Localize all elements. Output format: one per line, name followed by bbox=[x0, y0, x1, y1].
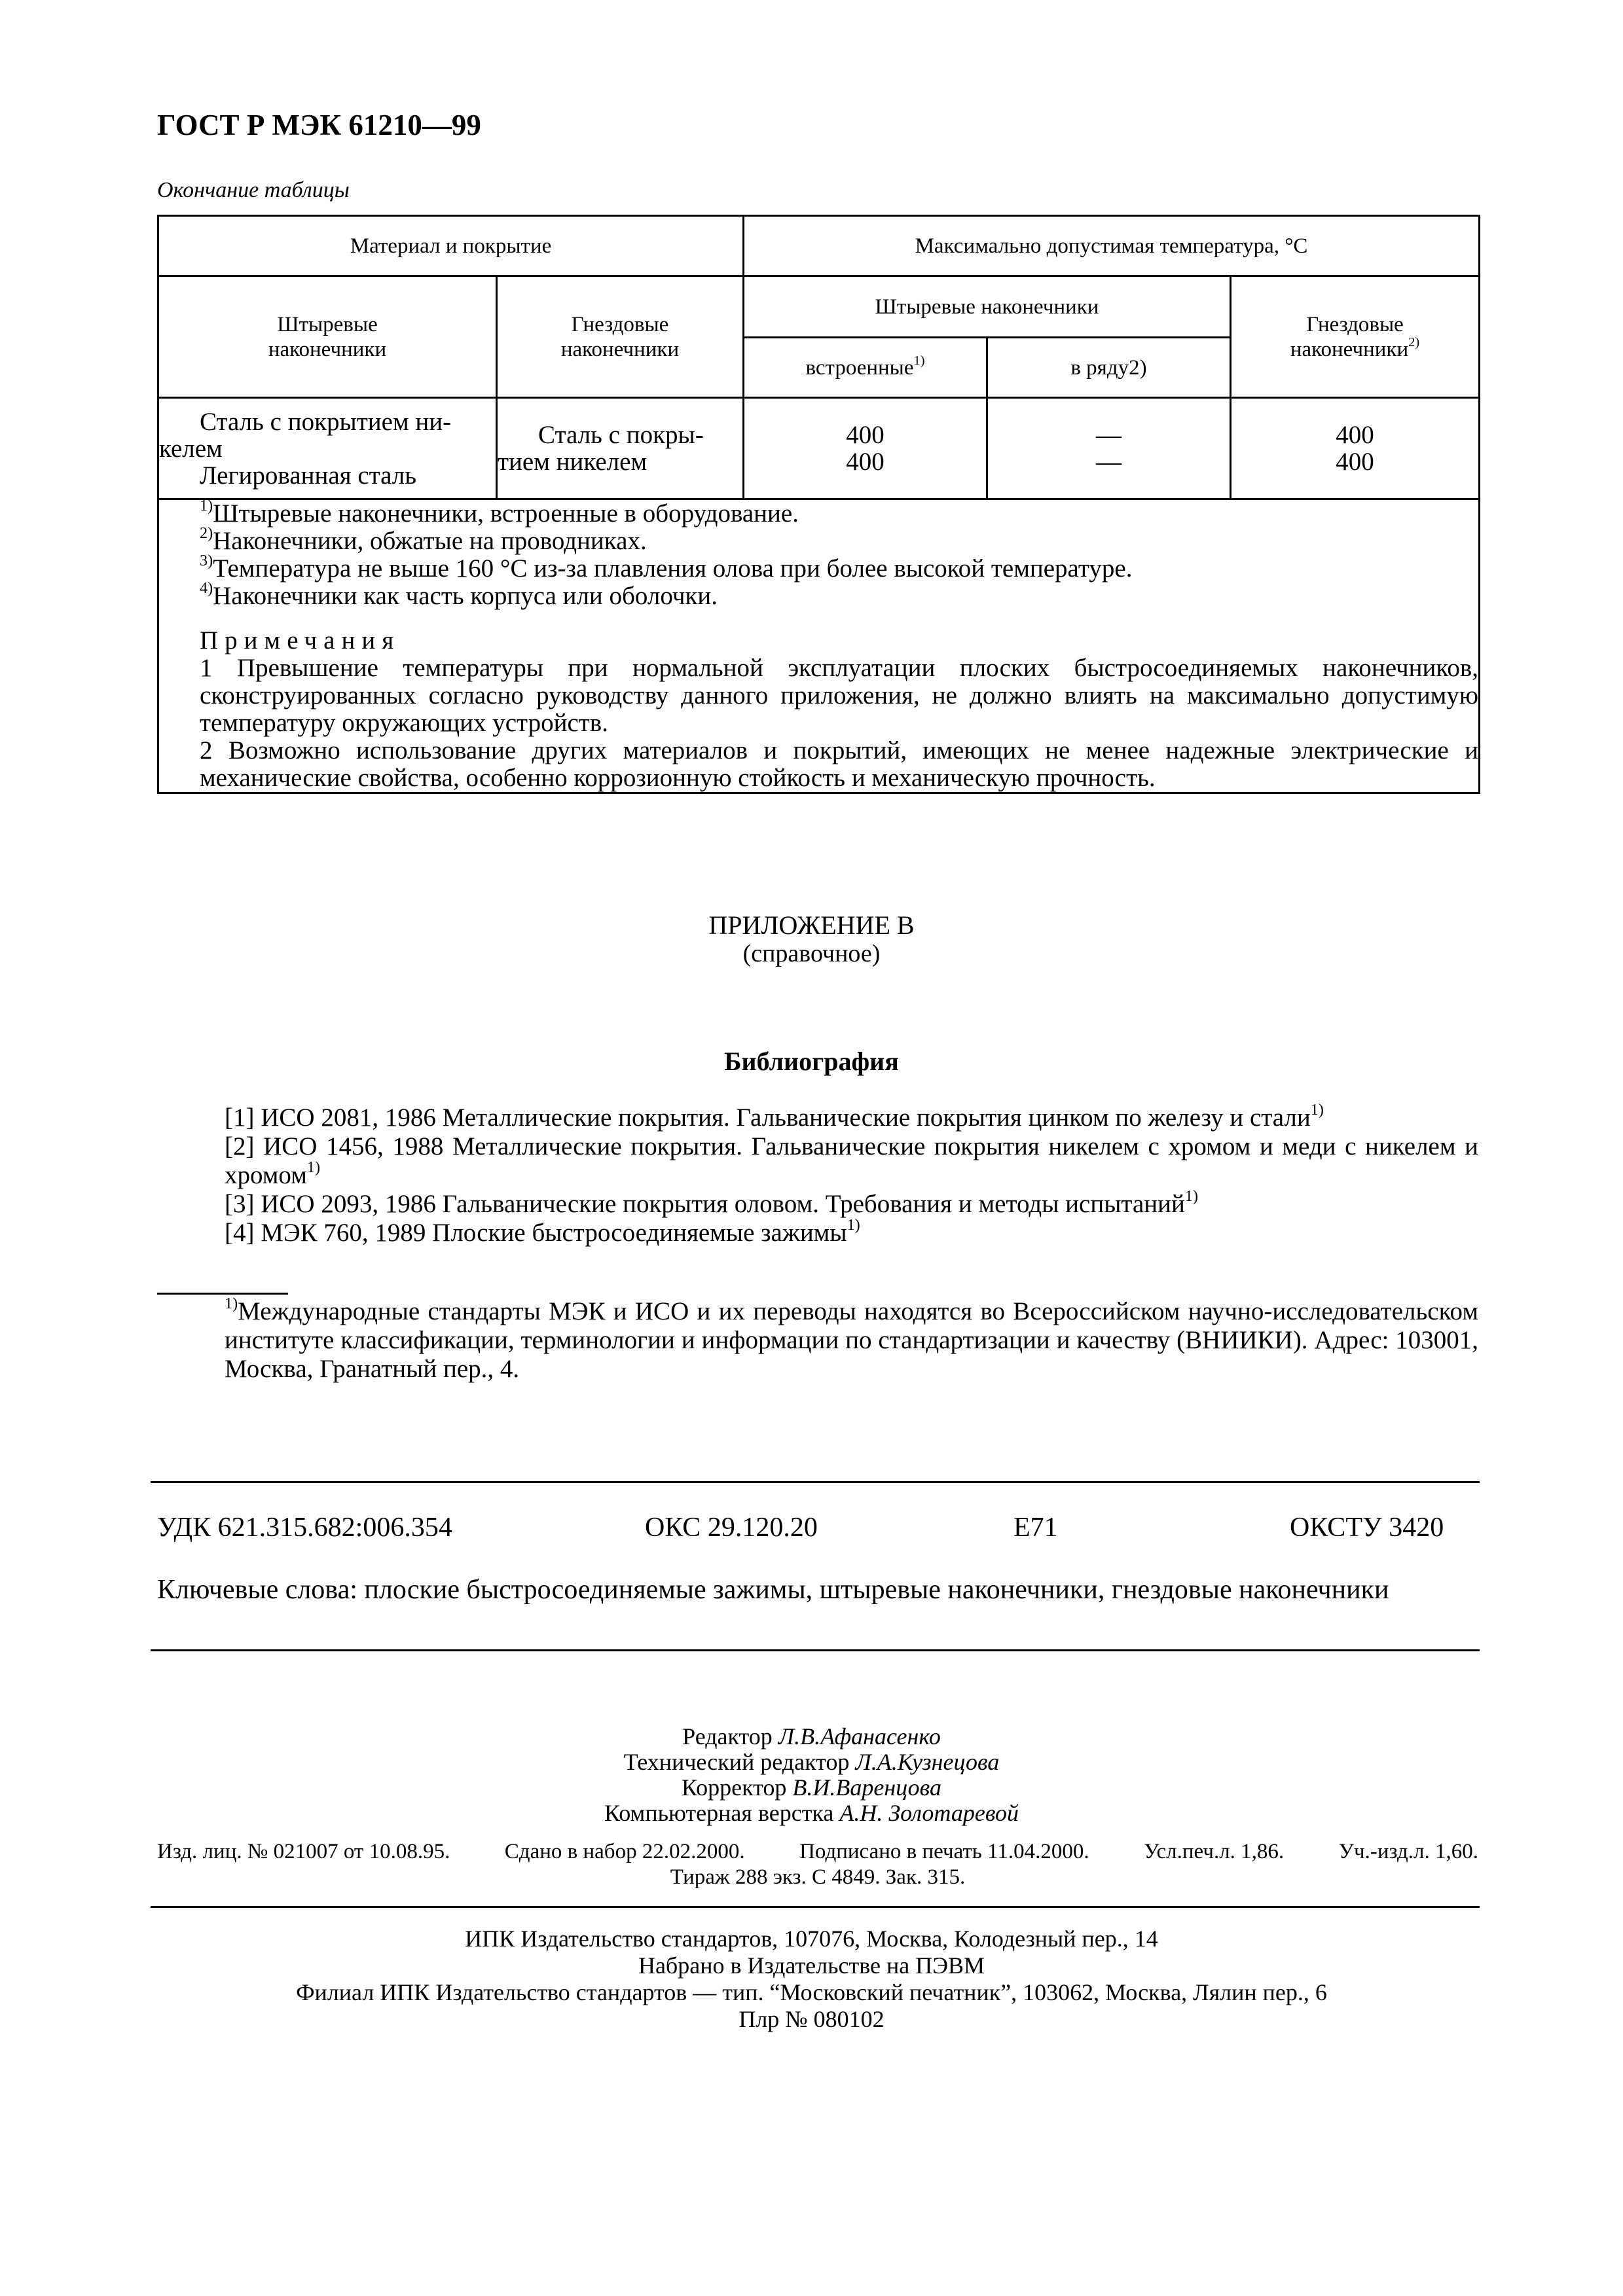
imprint-line-1: ИПК Издательство стандартов, 107076, Москва, Колодезный пер., 14 bbox=[465, 1926, 1158, 1952]
bibliography-ref-1: [1] ИСО 2081, 1986 Металлические покрытия. Гальванические покрытия цинком по железу и стали$^{1)}$ bbox=[225, 1101, 1324, 1132]
imprint-line-3: Филиал ИПК Издательство стандартов — тип. “Московский печатник”, 103062, Москва, Лялин пер., 6 bbox=[296, 1979, 1327, 2005]
header-in-row: в ряду2) bbox=[987, 338, 1231, 398]
oks-code: ОКС 29.120.20 bbox=[645, 1513, 818, 1543]
bibliography-ref-3: [3] ИСО 2093, 1986 Гальванические покрытия оловом. Требования и методы испытаний$^{1)}$ bbox=[225, 1187, 1199, 1218]
usl-pech: Усл.печ.л. 1,86. bbox=[1144, 1840, 1285, 1863]
header-builtin: встроенные$^{1)}$ bbox=[744, 338, 987, 398]
udk-code: УДК 621.315.682:006.354 bbox=[157, 1513, 452, 1543]
note-2: 2 Возможно использование других материалов и покрытий, имеющих не менее надежные электрические и механические свойства, особенно коррозионную стойкость и механическую прочность. bbox=[200, 736, 1479, 792]
table-footnotes bbox=[158, 499, 1480, 793]
imprint-line-4: Плр № 080102 bbox=[739, 2006, 884, 2032]
header-material: Материал и покрытие bbox=[158, 216, 744, 276]
temperature-table bbox=[157, 215, 1480, 794]
print-run: Тираж 288 экз. С 4849. Зак. 315. bbox=[670, 1865, 966, 1889]
bibliography-ref-2: [2] ИСО 1456, 1988 Металлические покрытия. Гальванические покрытия никелем с хромом и меди с никелем и хромом$^{1)}$ bbox=[225, 1132, 1478, 1189]
footnote-1: $^{1)}$Штыревые наконечники, встроенные в оборудование. bbox=[200, 497, 799, 528]
divider-imprint bbox=[151, 1906, 1480, 1908]
cell-pin-material: Сталь с покрытием ни- келем Легированная сталь bbox=[158, 398, 497, 499]
appendix-subtitle: (справочное) bbox=[742, 940, 881, 967]
e-code: Е71 bbox=[1013, 1513, 1058, 1543]
divider-top bbox=[151, 1481, 1480, 1483]
footnote-3: $^{3)}$Температура не выше 160 °С из-за плавления олова при более высокой температуре. bbox=[200, 552, 1133, 583]
header-pin-terminals: Штыревые наконечники bbox=[158, 276, 497, 398]
imprint-line-2: Набрано в Издательстве на ПЭВМ bbox=[638, 1952, 985, 1979]
bibliography-list bbox=[157, 1103, 1478, 1247]
header-socket-right: Гнездовые наконечники$^{2)}$ bbox=[1231, 276, 1480, 398]
credit-tech-editor: Технический редактор Л.А.Кузнецова bbox=[623, 1749, 1000, 1775]
uch-izd: Уч.-изд.л. 1,60. bbox=[1338, 1840, 1478, 1863]
sent-to-print: Сдано в набор 22.02.2000. bbox=[504, 1840, 745, 1863]
imprint bbox=[0, 1926, 1623, 2033]
header-max-temperature: Максимально допустимая температура, °С bbox=[744, 216, 1480, 276]
notes-title: Примечания bbox=[200, 626, 401, 655]
credit-corrector: Корректор В.И.Варенцова bbox=[681, 1774, 942, 1801]
cell-inrow-values: — — bbox=[987, 398, 1231, 499]
signed-to-print: Подписано в печать 11.04.2000. bbox=[799, 1840, 1089, 1863]
cell-builtin-values: 400 400 bbox=[744, 398, 987, 499]
cell-socket-values: 400 400 bbox=[1231, 398, 1480, 499]
bibliography-footnote: $^{1)}$Международные стандарты МЭК и ИСО и их переводы находятся во Всероссийском научно-исследовательском институте классификации, терминологии и информации по стандартизации и качеству (ВНИИКИ). Адрес: 103001, Москва, Гранатный пер., 4. bbox=[225, 1295, 1478, 1383]
okstu-code: ОКСТУ 3420 bbox=[1290, 1513, 1444, 1543]
publication-info bbox=[157, 1839, 1478, 1890]
appendix-title: ПРИЛОЖЕНИЕ В bbox=[708, 910, 915, 940]
header-socket-terminals: Гнездовые наконечники bbox=[497, 276, 744, 398]
keywords: Ключевые слова: плоские быстросоединяемые зажимы, штыревые наконечники, гнездовые наконечники bbox=[157, 1575, 1389, 1605]
credits bbox=[0, 1724, 1623, 1826]
licence: Изд. лиц. № 021007 от 10.08.95. bbox=[157, 1840, 450, 1863]
footnote-2: $^{2)}$Наконечники, обжатые на проводниках. bbox=[200, 524, 647, 555]
cell-socket-material: Сталь с покры- тием никелем bbox=[497, 398, 744, 499]
header-pin-group: Штыревые наконечники bbox=[744, 276, 1231, 338]
bibliography-title: Библиография bbox=[724, 1047, 899, 1076]
credit-editor: Редактор Л.В.Афанасенко bbox=[682, 1723, 941, 1749]
credit-layout: Компьютерная верстка А.Н. Золотаревой bbox=[604, 1800, 1019, 1826]
table-continuation-label: Окончание таблицы bbox=[157, 178, 350, 202]
note-1: 1 Превышение температуры при нормальной эксплуатации плоских быстросоединяемых наконечников, сконструированных согласно руководству данного приложения, не должно влиять на максимально допустимую температуру окружающих устройств. bbox=[200, 654, 1479, 737]
bibliography-ref-4: [4] МЭК 760, 1989 Плоские быстросоединяемые зажимы$^{1)}$ bbox=[225, 1216, 860, 1247]
document-header: ГОСТ Р МЭК 61210—99 bbox=[157, 109, 481, 141]
footnote-4: $^{4)}$Наконечники как часть корпуса или оболочки. bbox=[200, 579, 718, 610]
divider-bottom bbox=[151, 1649, 1480, 1651]
footnote-separator bbox=[157, 1293, 288, 1295]
